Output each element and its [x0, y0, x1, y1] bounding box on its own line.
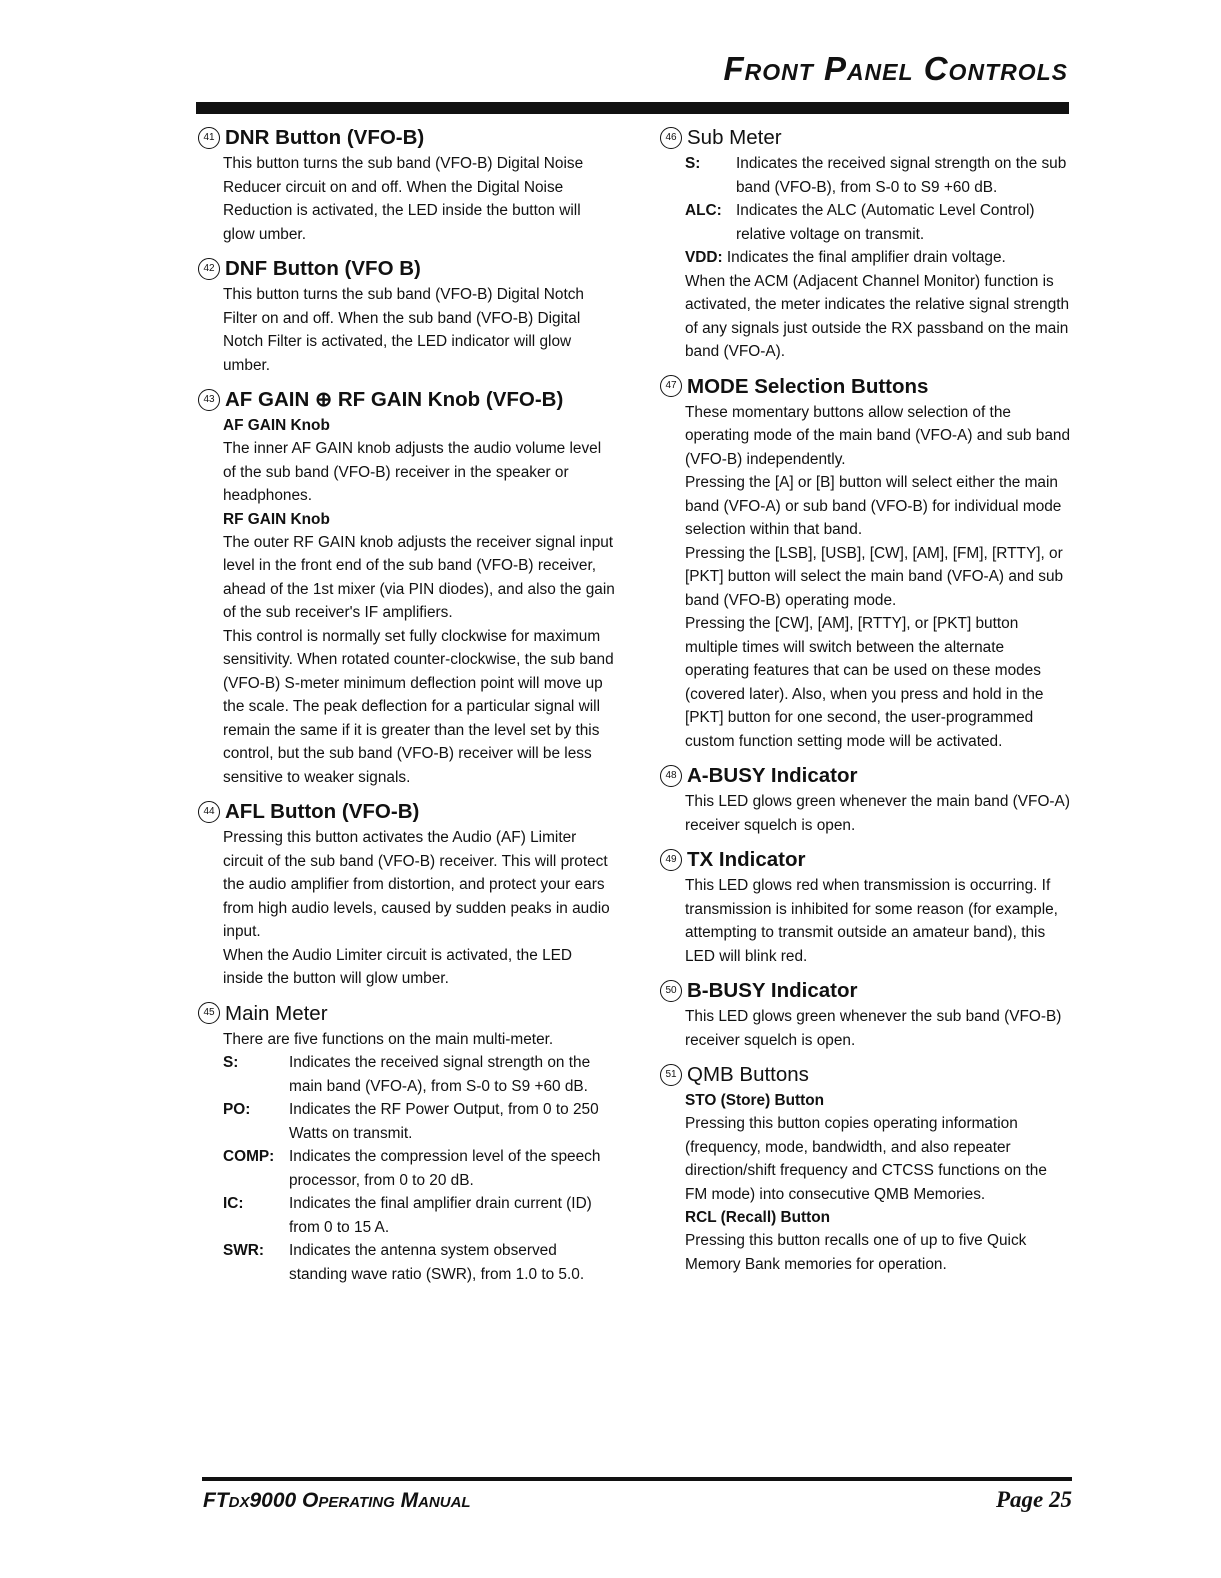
section-heading [660, 762, 1072, 789]
manual-title: FTdx9000 Operating Manual [203, 1489, 471, 1512]
section-title: AF GAIN ⊕ RF GAIN Knob (VFO-B) [225, 388, 564, 411]
meter-label: ALC: [685, 202, 722, 219]
section-intro: There are five functions on the main multi-meter. [223, 1030, 554, 1048]
meter-text: Indicates the received signal strength on the main band (VFO-A), from S-0 to S9 +60 dB. [289, 1054, 591, 1095]
right-column [660, 124, 1072, 1285]
section-heading [660, 124, 1072, 151]
section-body: These momentary buttons allow selection of the operating mode of the main band (VFO-A) and sub band (VFO-B) independently. [685, 403, 1070, 468]
meter-item [223, 1145, 616, 1192]
meter-item [685, 152, 1072, 199]
section-body-2: Pressing the [A] or [B] button will select either the main band (VFO-A) or sub band (VFO-B) for individual mode selection within that band. [685, 474, 1062, 538]
circled-number-icon: 43 [198, 389, 220, 411]
circled-number-icon: 49 [660, 849, 682, 871]
circled-number-icon: 48 [660, 765, 682, 787]
meter-label: SWR: [223, 1242, 265, 1259]
section-heading [198, 798, 616, 825]
section-body: When the ACM (Adjacent Channel Monitor) function is activated, the meter indicates the relative signal strength of any signals just outside the RX passband on the main band (VFO-A). [685, 272, 1070, 360]
meter-text: Indicates the received signal strength on the sub band (VFO-B), from S-0 to S9 +60 dB. [736, 155, 1067, 196]
section-body-4: Pressing the [CW], [AM], [RTTY], or [PKT] button multiple times will switch between the alternate operating features that can be used on these modes (covered later). Also, when you press and hold in the [PKT] button for one second, the user-programmed custom function setting mode will be activated. [685, 615, 1044, 750]
af-gain-body: The inner AF GAIN knob adjusts the audio volume level of the sub band (VFO-B) receiver in the speaker or headphones. [223, 440, 602, 504]
section-title: TX Indicator [687, 848, 806, 871]
section-af-rf-gain-knob [198, 386, 616, 789]
section-sub-meter [660, 124, 1072, 364]
section-title: DNF Button (VFO B) [225, 257, 421, 280]
rf-gain-subheading: RF GAIN Knob [223, 510, 330, 528]
section-dnf-button [198, 255, 616, 377]
sto-subheading: STO (Store) Button [685, 1092, 825, 1109]
section-body: This button turns the sub band (VFO-B) Digital Noise Reducer circuit on and off. When the Digital Noise Reduction is activated, the LED inside the button will glow umber. [223, 155, 584, 243]
section-heading [660, 373, 1072, 400]
section-body-3: Pressing the [LSB], [USB], [CW], [AM], [FM], [RTTY], or [PKT] button will select the main band (VFO-A) and sub band (VFO-B) operating mode. [685, 544, 1064, 609]
section-heading [660, 846, 1072, 873]
rf-gain-body: The outer RF GAIN knob adjusts the receiver signal input level in the front end of the sub band (VFO-B) receiver, ahead of the 1st mixer (via PIN diodes), and also the gain of the sub receiver's IF amplifiers. [223, 533, 615, 621]
meter-text: Indicates the RF Power Output, from 0 to 250 Watts on transmit. [289, 1101, 599, 1142]
left-column [198, 124, 616, 1295]
section-b-busy-indicator [660, 977, 1072, 1052]
meter-text: Indicates the ALC (Automatic Level Control) relative voltage on transmit. [736, 202, 1035, 243]
circled-number-icon: 44 [198, 801, 220, 823]
vdd-line [685, 246, 1072, 270]
header-rule [196, 102, 1069, 114]
meter-item [223, 1051, 616, 1098]
vdd-text: Indicates the final amplifier drain voltage. [726, 249, 1006, 266]
meter-text: Indicates the compression level of the speech processor, from 0 to 20 dB. [289, 1148, 601, 1189]
circled-number-icon: 51 [660, 1064, 682, 1086]
section-body: This button turns the sub band (VFO-B) Digital Notch Filter on and off. When the sub band (VFO-B) Digital Notch Filter is activated, the LED indicator will glow umber. [223, 286, 584, 374]
vdd-label: VDD: [685, 249, 723, 266]
circled-number-icon: 45 [198, 1002, 220, 1024]
section-title: DNR Button (VFO-B) [225, 126, 425, 149]
section-heading [660, 1061, 1072, 1088]
section-title: Sub Meter [687, 126, 782, 149]
meter-item [223, 1239, 616, 1286]
section-heading [198, 1000, 616, 1027]
section-heading [198, 124, 616, 151]
af-gain-subheading: AF GAIN Knob [223, 417, 330, 434]
circled-number-icon: 41 [198, 127, 220, 149]
section-title: MODE Selection Buttons [687, 374, 929, 398]
section-a-busy-indicator [660, 762, 1072, 837]
section-body: This LED glows green whenever the sub band (VFO-B) receiver squelch is open. [685, 1008, 1062, 1049]
meter-label: S: [685, 155, 701, 172]
section-mode-selection [660, 373, 1072, 754]
section-afl-button [198, 798, 616, 991]
meter-item [223, 1192, 616, 1239]
section-heading [198, 255, 616, 282]
section-body: Pressing this button activates the Audio (AF) Limiter circuit of the sub band (VFO-B) receiver. This will protect the audio amplifier from distortion, and protect your ears from high audio levels, caused by sudden peaks in audio input. [223, 829, 610, 940]
rcl-body: Pressing this button recalls one of up to five Quick Memory Bank memories for operation. [685, 1232, 1027, 1273]
meter-text: Indicates the final amplifier drain current (ID) from 0 to 15 A. [289, 1195, 592, 1236]
section-heading [660, 977, 1072, 1004]
meter-item [223, 1098, 616, 1145]
page-title: Front Panel Controls [723, 50, 1068, 87]
circled-number-icon: 50 [660, 980, 682, 1002]
meter-label: COMP: [223, 1148, 275, 1165]
circled-number-icon: 47 [660, 375, 682, 397]
section-qmb-buttons [660, 1061, 1072, 1276]
meter-text: Indicates the antenna system observed standing wave ratio (SWR), from 1.0 to 5.0. [289, 1242, 585, 1283]
section-title: B-BUSY Indicator [687, 979, 858, 1002]
page-number: Page 25 [995, 1487, 1072, 1512]
rf-gain-body-2: This control is normally set fully clockwise for maximum sensitivity. When rotated counter-clockwise, the sub band (VFO-B) S-meter minimum deflection point will move up the scale. The peak deflection for a particular signal will remain the same if it is greater than the level set by this control, but the sub band (VFO-B) receiver will be less sensitive to weaker signals. [223, 627, 614, 786]
section-body-2: When the Audio Limiter circuit is activated, the LED inside the button will glow umber. [223, 946, 573, 987]
meter-label: IC: [223, 1195, 244, 1212]
section-title: QMB Buttons [687, 1063, 809, 1086]
rcl-subheading: RCL (Recall) Button [685, 1209, 831, 1226]
section-dnr-button [198, 124, 616, 246]
meter-label: PO: [223, 1101, 251, 1118]
section-title: Main Meter [225, 1001, 328, 1025]
section-title: A-BUSY Indicator [687, 764, 858, 787]
section-body: This LED glows red when transmission is occurring. If transmission is inhibited for some reason (for example, attempting to transmit outside an amateur band), this LED will blink red. [685, 877, 1058, 965]
section-title: AFL Button (VFO-B) [225, 800, 420, 823]
meter-item [685, 199, 1072, 246]
circled-number-icon: 46 [660, 127, 682, 149]
section-heading [198, 386, 616, 413]
section-tx-indicator [660, 846, 1072, 968]
section-main-meter [198, 1000, 616, 1287]
circled-number-icon: 42 [198, 258, 220, 280]
footer-rule [202, 1477, 1072, 1481]
section-body: This LED glows green whenever the main band (VFO-A) receiver squelch is open. [685, 793, 1070, 834]
meter-label: S: [223, 1054, 239, 1071]
sto-body: Pressing this button copies operating information (frequency, mode, bandwidth, and also repeater direction/shift frequency and CTCSS functions on the FM mode) into consecutive QMB Memories. [685, 1115, 1047, 1203]
